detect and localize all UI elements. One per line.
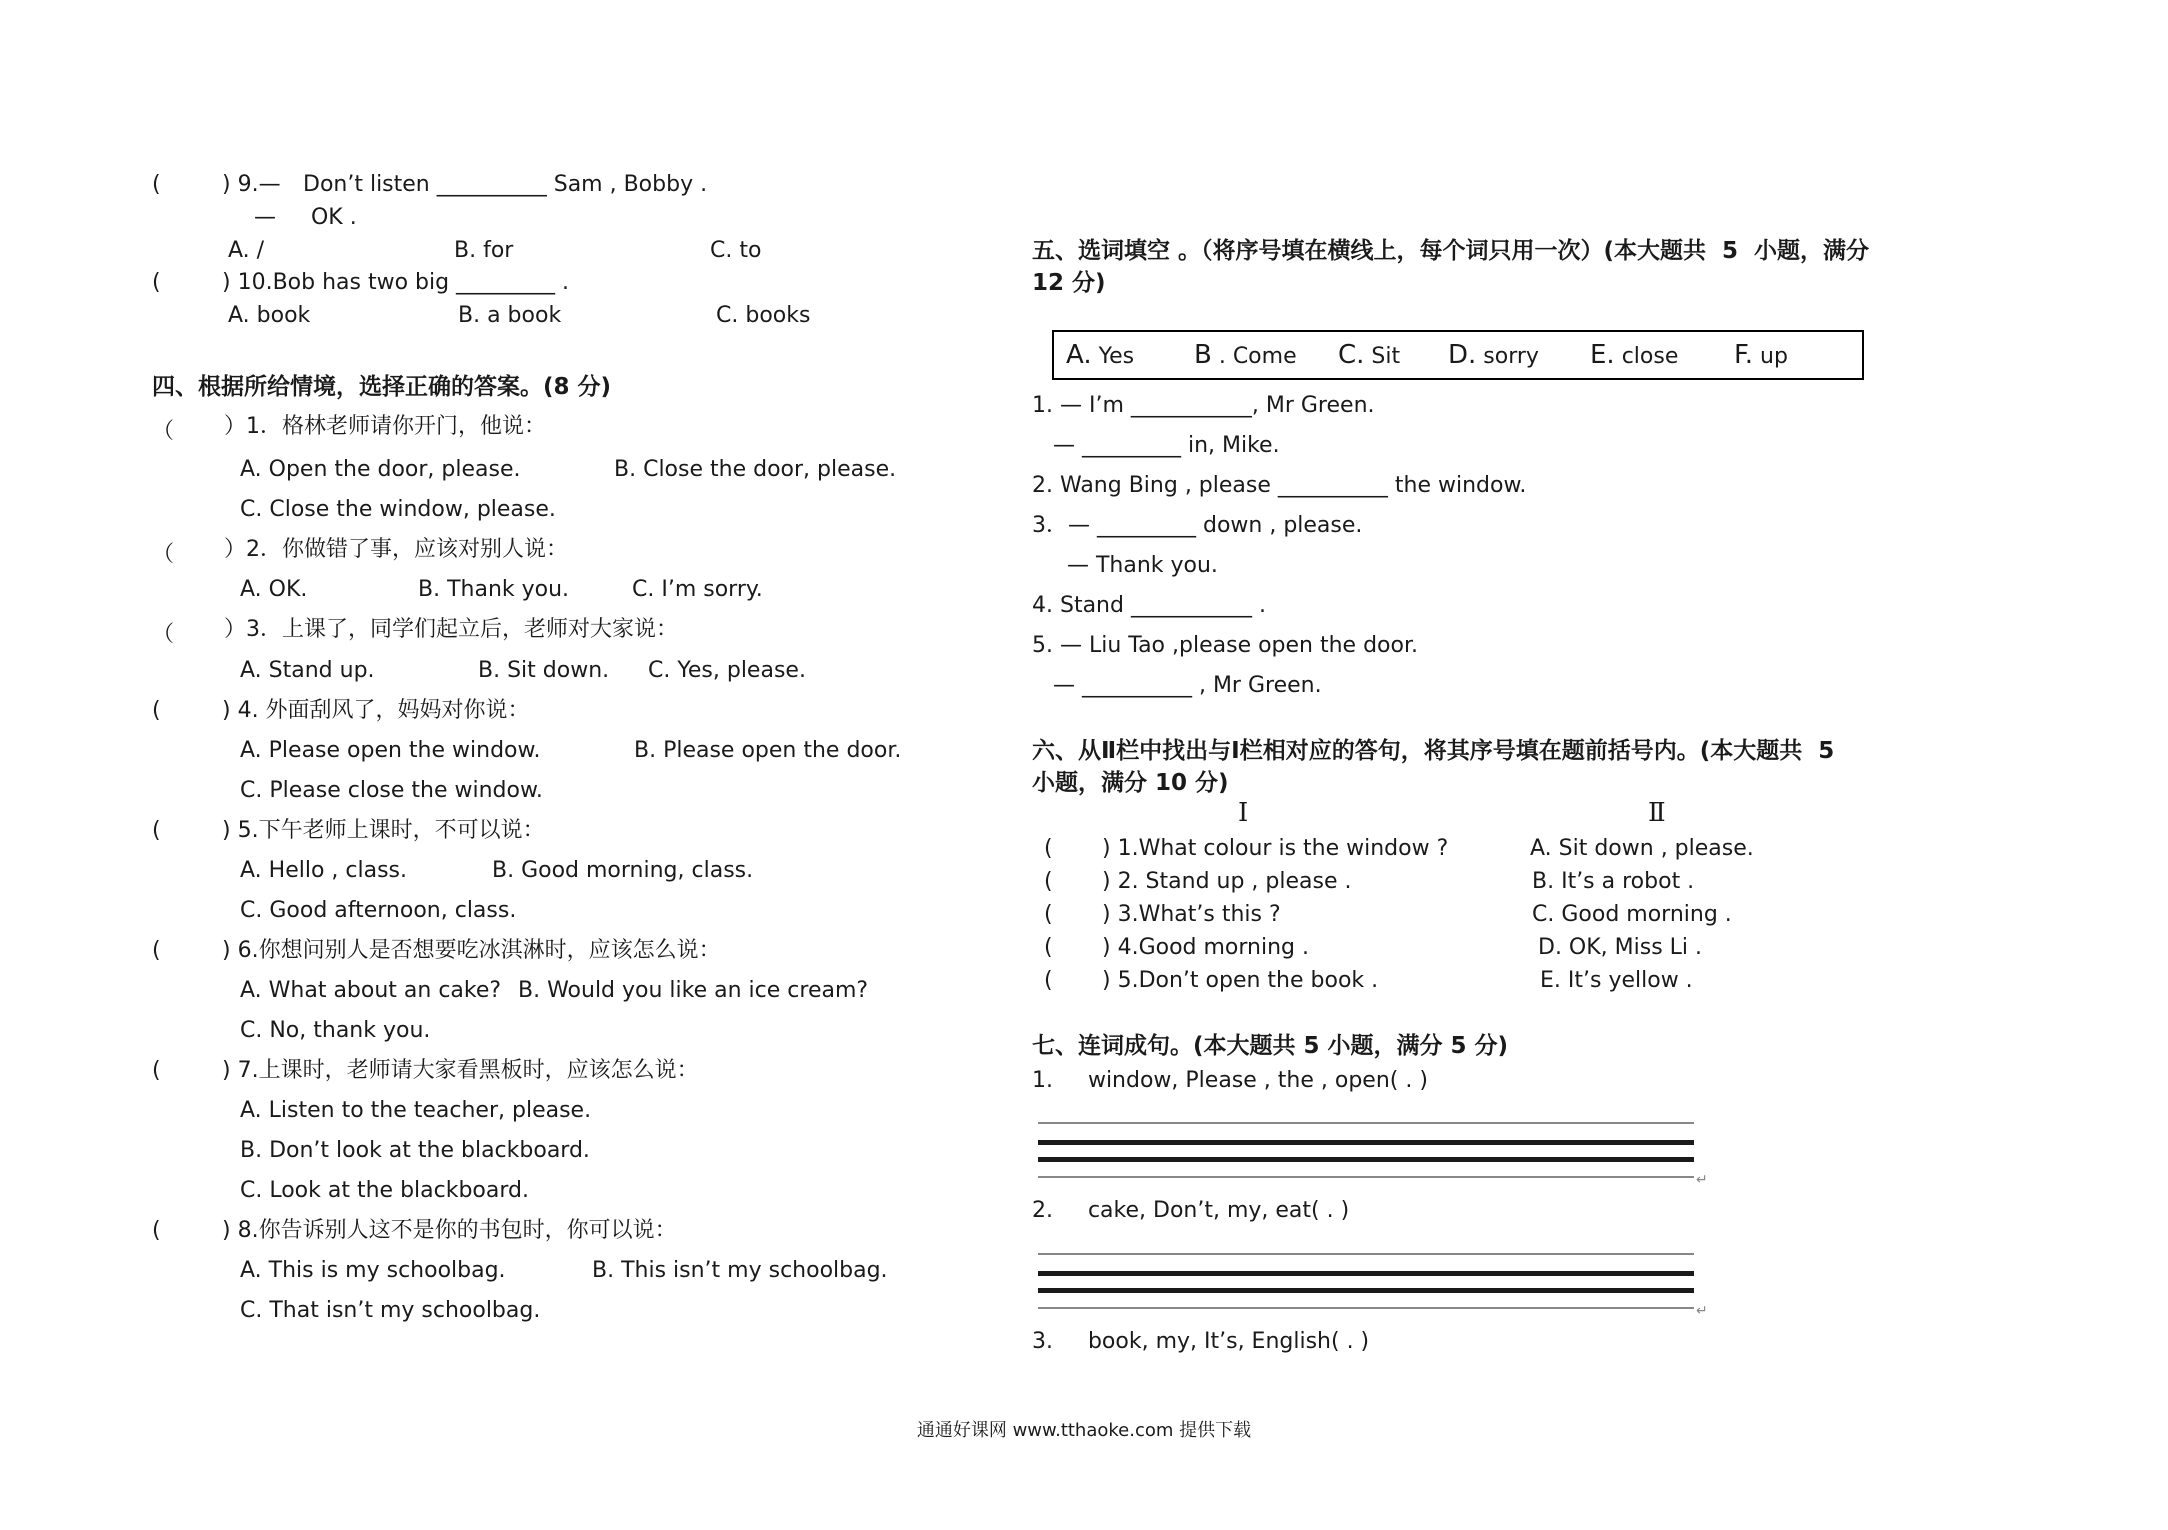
- s4-q6-c: C. No, thank you.: [240, 1018, 431, 1043]
- answer-paren: (: [152, 698, 161, 723]
- return-mark-icon: ↵: [1696, 1172, 1708, 1188]
- answer-paren: (: [1044, 902, 1053, 927]
- answer-paren: (: [1044, 935, 1053, 960]
- s6-right-d: D. OK, Miss Li .: [1538, 935, 1703, 960]
- word-bank-box: [1052, 330, 1864, 380]
- s4-q3-stem: ）3．上课了，同学们起立后，老师对大家说：: [224, 617, 678, 642]
- column-ii-heading: Ⅱ: [1648, 798, 1666, 828]
- answer-paren: (: [1044, 968, 1053, 993]
- s4-q6-stem: ) 6.你想问别人是否想要吃冰淇淋时，应该怎么说：: [222, 938, 721, 963]
- word-bank-item: B . Come: [1194, 340, 1297, 370]
- q9-option-a: A. /: [228, 238, 265, 263]
- writing-line: [1038, 1271, 1694, 1276]
- s6-right-e: E. It’s yellow .: [1540, 968, 1693, 993]
- answer-paren: （: [152, 542, 175, 567]
- s4-q8-b: B. This isn’t my schoolbag.: [592, 1258, 888, 1283]
- answer-paren: (: [1044, 836, 1053, 861]
- section5-title-line1: 五、选词填空 。（将序号填在横线上，每个词只用一次）(本大题共 5 小题，满分: [1032, 238, 1870, 264]
- s4-q3-a: A. Stand up.: [240, 658, 375, 683]
- answer-paren: （: [152, 419, 175, 444]
- answer-paren: （: [152, 622, 175, 647]
- s7-item-3: 3. book, my, It’s, English( . ): [1032, 1329, 1370, 1354]
- answer-paren: (: [152, 1058, 161, 1083]
- s4-q7-b: B. Don’t look at the blackboard.: [240, 1138, 590, 1163]
- writing-line: [1038, 1307, 1694, 1309]
- answer-paren: (: [152, 172, 161, 197]
- s4-q2-b: B. Thank you.: [418, 577, 570, 602]
- s4-q5-stem: ) 5.下午老师上课时，不可以说：: [222, 818, 545, 843]
- s4-q7-stem: ) 7.上课时，老师请大家看黑板时，应该怎么说：: [222, 1058, 699, 1083]
- s4-q2-stem: ）2．你做错了事，应该对别人说：: [224, 537, 568, 562]
- q10-option-a: A. book: [228, 303, 311, 328]
- s7-item-2: 2. cake, Don’t, my, eat( . ): [1032, 1198, 1350, 1223]
- s4-q1-a: A. Open the door, please.: [240, 457, 521, 482]
- section5-title-line2: 12 分): [1032, 270, 1106, 296]
- answer-paren: (: [1044, 869, 1053, 894]
- s5-line-2: — _________ in, Mike.: [1032, 433, 1280, 458]
- word-bank-item: C. Sit: [1338, 340, 1401, 370]
- s4-q8-c: C. That isn’t my schoolbag.: [240, 1298, 541, 1323]
- writing-line: [1038, 1140, 1694, 1145]
- section6-title-line1: 六、从Ⅱ栏中找出与Ⅰ栏相对应的答句，将其序号填在题前括号内。(本大题共 5: [1032, 738, 1835, 764]
- q9-option-c: C. to: [710, 238, 762, 263]
- s6-left-3: ) 3.What’s this ?: [1102, 902, 1281, 927]
- s4-q4-b: B. Please open the door.: [634, 738, 902, 763]
- writing-line: [1038, 1288, 1694, 1293]
- s4-q5-b: B. Good morning, class.: [492, 858, 754, 883]
- s4-q2-c: C. I’m sorry.: [632, 577, 763, 602]
- s4-q1-b: B. Close the door, please.: [614, 457, 897, 482]
- s4-q3-c: C. Yes, please.: [648, 658, 806, 683]
- q9-stem: Don’t listen __________ Sam , Bobby .: [303, 172, 708, 197]
- s6-left-5: ) 5.Don’t open the book .: [1102, 968, 1379, 993]
- section6-title-line2: 小题，满分 10 分): [1032, 770, 1229, 796]
- writing-line: [1038, 1253, 1694, 1255]
- s4-q5-a: A. Hello , class.: [240, 858, 407, 883]
- s4-q4-c: C. Please close the window.: [240, 778, 543, 803]
- s4-q6-b: B. Would you like an ice cream?: [518, 978, 869, 1003]
- section7-title: 七、连词成句。(本大题共 5 小题，满分 5 分): [1032, 1033, 1509, 1059]
- s6-right-c: C. Good morning .: [1532, 902, 1732, 927]
- s4-q7-a: A. Listen to the teacher, please.: [240, 1098, 592, 1123]
- s4-q4-stem: ) 4. 外面刮风了，妈妈对你说：: [222, 698, 530, 723]
- word-bank-item: D. sorry: [1448, 340, 1539, 370]
- return-mark-icon: ↵: [1696, 1303, 1708, 1319]
- s4-q2-a: A. OK.: [240, 577, 308, 602]
- q9-number: ) 9.—: [222, 172, 281, 197]
- answer-paren: (: [152, 1218, 161, 1243]
- answer-paren: (: [152, 270, 161, 295]
- q10-stem: ) 10.Bob has two big _________ .: [222, 270, 570, 295]
- s7-item-1: 1. window, Please , the , open( . ): [1032, 1068, 1428, 1093]
- s4-q4-a: A. Please open the window.: [240, 738, 541, 763]
- s6-right-b: B. It’s a robot .: [1532, 869, 1695, 894]
- s4-q8-a: A. This is my schoolbag.: [240, 1258, 506, 1283]
- s6-right-a: A. Sit down , please.: [1530, 836, 1754, 861]
- s5-line-1: 1. — I’m ___________, Mr Green.: [1032, 393, 1375, 418]
- writing-line: [1038, 1157, 1694, 1162]
- s5-line-4: 3．— _________ down , please.: [1032, 513, 1363, 538]
- s4-q5-c: C. Good afternoon, class.: [240, 898, 517, 923]
- q9-option-b: B. for: [454, 238, 514, 263]
- section4-title: 四、根据所给情境，选择正确的答案。(8 分): [152, 374, 612, 400]
- word-bank-item: A. Yes: [1066, 340, 1135, 370]
- s6-left-1: ) 1.What colour is the window ?: [1102, 836, 1449, 861]
- answer-paren: (: [152, 938, 161, 963]
- s4-q7-c: C. Look at the blackboard.: [240, 1178, 529, 1203]
- s4-q3-b: B. Sit down.: [478, 658, 610, 683]
- word-bank-item: E. close: [1590, 340, 1679, 370]
- answer-paren: (: [152, 818, 161, 843]
- s4-q6-a: A. What about an cake?: [240, 978, 502, 1003]
- s6-left-4: ) 4.Good morning .: [1102, 935, 1309, 960]
- writing-line: [1038, 1176, 1694, 1178]
- column-i-heading: Ⅰ: [1238, 798, 1249, 828]
- s6-left-2: ) 2. Stand up , please .: [1102, 869, 1352, 894]
- s4-q8-stem: ) 8.你告诉别人这不是你的书包时，你可以说：: [222, 1218, 677, 1243]
- s4-q1-c: C. Close the window, please.: [240, 497, 556, 522]
- q10-option-b: B. a book: [458, 303, 562, 328]
- s5-line-7: 5. — Liu Tao ,please open the door.: [1032, 633, 1418, 658]
- s5-line-3: 2. Wang Bing , please __________ the window.: [1032, 473, 1527, 498]
- q10-option-c: C. books: [716, 303, 811, 328]
- word-bank-item: F. up: [1734, 340, 1788, 370]
- page-footer: 通通好课网 www.tthaoke.com 提供下载: [916, 1420, 1252, 1441]
- s5-line-6: 4. Stand ___________ .: [1032, 593, 1266, 618]
- writing-line: [1038, 1122, 1694, 1124]
- q9-reply: — OK .: [254, 205, 357, 230]
- s4-q1-stem: ）1．格林老师请你开门，他说：: [224, 414, 546, 439]
- s5-line-5: — Thank you.: [1032, 553, 1218, 578]
- s5-line-8: — __________ , Mr Green.: [1032, 673, 1322, 698]
